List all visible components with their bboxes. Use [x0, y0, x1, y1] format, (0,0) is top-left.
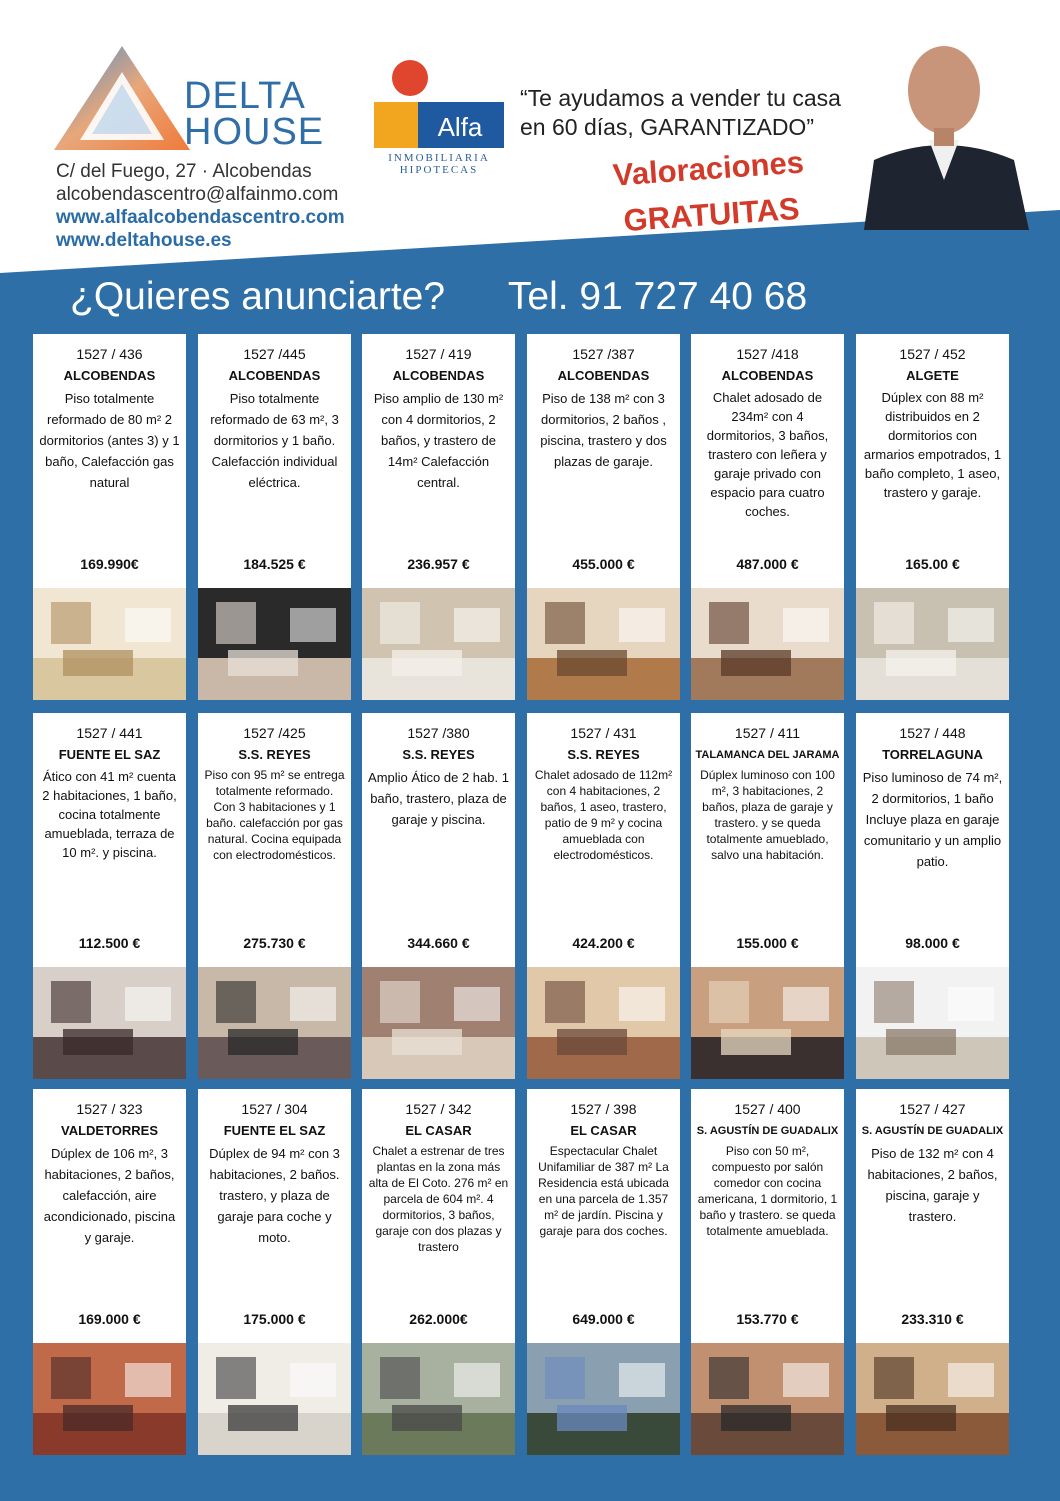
listing-price: 153.770 €: [736, 1311, 799, 1327]
advertise-question: ¿Quieres anunciarte?: [70, 275, 446, 318]
listing-card[interactable]: [362, 1089, 515, 1455]
listing-photo[interactable]: [527, 967, 680, 1079]
listing-ref: 1527 / 448: [899, 725, 966, 741]
listing-ref: 1527 /387: [572, 346, 635, 362]
listing-price: 487.000 €: [736, 556, 799, 572]
listing-price: 175.000 €: [243, 1311, 306, 1327]
slogan-line1: “Te ayudamos a vender tu casa: [520, 85, 841, 111]
listing-price: 155.000 €: [736, 935, 799, 951]
listing-card[interactable]: [691, 334, 844, 700]
listing-description: Piso de 132 m² con 4 habitaciones, 2 baños, piscina, garaje y trastero.: [867, 1146, 998, 1224]
listing-card[interactable]: [856, 1089, 1009, 1455]
valor-line2: GRATUITAS: [622, 190, 801, 239]
agent-photo: [844, 30, 1034, 230]
listing-card[interactable]: [198, 713, 351, 1079]
listing-card[interactable]: [198, 334, 351, 700]
listing-price: 424.200 €: [572, 935, 635, 951]
listing-location: ALGETE: [906, 368, 959, 383]
listing-location: ALCOBENDAS: [721, 368, 814, 383]
listing-card[interactable]: [856, 713, 1009, 1079]
alfa-line2: HIPOTECAS: [399, 164, 479, 176]
listing-description: Piso totalmente reformado de 80 m² 2 dormitorios (antes 3) y 1 baño, Calefacción gas natural: [39, 391, 180, 490]
listing-description: Piso luminoso de 74 m², 2 dormitorios, 1 baño Incluye plaza en garaje comunitario y un amplio patio.: [862, 770, 1003, 869]
listing-description: Chalet a estrenar de tres plantas en la zona más alta de El Coto. 276 m² en parcela de 604 m². 4 dormitorios, 3 baños, garaje con dos plazas y trastero: [368, 1144, 509, 1254]
listing-card[interactable]: [198, 1089, 351, 1455]
listing-price: 262.000€: [409, 1311, 468, 1327]
listing-photo[interactable]: [33, 1343, 186, 1455]
slogan: [520, 84, 880, 142]
listing-price: 169.990€: [80, 556, 139, 572]
listing-ref: 1527 /418: [736, 346, 799, 362]
listing-location: ALCOBENDAS: [557, 368, 650, 383]
advertise-banner: [70, 275, 1010, 319]
listing-card[interactable]: [527, 713, 680, 1079]
alfa-name: Alfa: [437, 112, 483, 142]
listing-photo[interactable]: [198, 967, 351, 1079]
listing-location: S.S. REYES: [402, 747, 475, 762]
listing-price: 649.000 €: [572, 1311, 635, 1327]
listing-card[interactable]: [527, 1089, 680, 1455]
listing-description: Piso totalmente reformado de 63 m², 3 dormitorios y 1 baño. Calefacción individual eléctrica.: [210, 391, 339, 490]
listing-photo[interactable]: [198, 1343, 351, 1455]
listing-ref: 1527 / 323: [76, 1101, 143, 1117]
listing-location: TALAMANCA DEL JARAMA: [695, 749, 840, 761]
brand-name: [184, 75, 325, 153]
listing-description: Piso de 138 m² con 3 dormitorios, 2 baños , piscina, trastero y dos plazas de garaje.: [540, 391, 667, 469]
listing-ref: 1527 / 342: [405, 1101, 472, 1117]
header: [0, 0, 1060, 290]
listing-ref: 1527 / 427: [899, 1101, 966, 1117]
listing-ref: 1527 / 400: [734, 1101, 801, 1117]
listing-photo[interactable]: [856, 588, 1009, 700]
listing-description: Piso con 95 m² se entrega totalmente reformado. Con 3 habitaciones y 1 baño. calefacción por gas natural. Cocina equipada con electrodomésticos.: [204, 768, 345, 862]
listing-description: Amplio Ático de 2 hab. 1 baño, trastero, plaza de garaje y piscina.: [368, 770, 509, 827]
listing-description: Dúplex con 88 m² distribuidos en 2 dormitorios con armarios empotrados, 1 baño completo, 1 aseo, trastero y garaje.: [863, 390, 1002, 500]
listing-price: 233.310 €: [901, 1311, 964, 1327]
listing-price: 455.000 €: [572, 556, 635, 572]
listing-photo[interactable]: [691, 967, 844, 1079]
listing-photo[interactable]: [362, 1343, 515, 1455]
listing-location: FUENTE EL SAZ: [58, 747, 161, 762]
listing-photo[interactable]: [691, 1343, 844, 1455]
listing-photo[interactable]: [691, 588, 844, 700]
listing-ref: 1527 / 452: [899, 346, 966, 362]
listing-photo[interactable]: [362, 588, 515, 700]
listing-description: Ático con 41 m² cuenta 2 habitaciones, 1 baño, cocina totalmente amueblada, terraza de 10 m². y piscina.: [42, 769, 177, 860]
listing-ref: 1527 / 411: [734, 725, 801, 741]
listing-description: Piso amplio de 130 m² con 4 dormitorios, 2 baños, y trastero de 14m² Calefacción central.: [373, 391, 504, 490]
listing-ref: 1527 / 398: [570, 1101, 637, 1117]
contact-block: [56, 160, 345, 252]
listing-description: Chalet adosado de 112m² con 4 habitaciones, 2 baños, 1 aseo, trastero, patio de 9 m² y cocina amueblada con electrodomésticos.: [534, 768, 673, 862]
alfa-line1: INMOBILIARIA: [388, 152, 490, 164]
listing-price: 112.500 €: [78, 935, 141, 951]
valor-line1: Valoraciones: [611, 144, 805, 193]
listing-location: FUENTE EL SAZ: [223, 1123, 326, 1138]
listing-location: VALDETORRES: [60, 1123, 159, 1138]
listing-location: S.S. REYES: [238, 747, 311, 762]
listing-location: EL CASAR: [405, 1123, 472, 1138]
listing-card[interactable]: [33, 713, 186, 1079]
address: C/ del Fuego, 27 · Alcobendas: [56, 161, 312, 182]
listing-price: 344.660 €: [407, 935, 470, 951]
listing-description: Dúplex de 106 m², 3 habitaciones, 2 baños, calefacción, aire acondicionado, piscina y garaje.: [43, 1146, 176, 1245]
listing-photo[interactable]: [362, 967, 515, 1079]
listing-ref: 1527 /425: [243, 725, 306, 741]
listing-price: 169.000 €: [78, 1311, 141, 1327]
listing-card[interactable]: [691, 1089, 844, 1455]
listing-photo[interactable]: [33, 967, 186, 1079]
email[interactable]: alcobendascentro@alfainmo.com: [56, 184, 339, 205]
listing-description: Espectacular Chalet Unifamiliar de 387 m² La Residencia está ubicada en una parcela de 1.357 m² de jardín. Piscina y garaje para dos coches.: [538, 1144, 669, 1238]
listing-ref: 1527 / 304: [241, 1101, 308, 1117]
listing-location: ALCOBENDAS: [63, 368, 156, 383]
listing-price: 98.000 €: [905, 935, 960, 951]
phone-number[interactable]: Tel. 91 727 40 68: [507, 275, 808, 318]
listing-ref: 1527 /380: [407, 725, 470, 741]
delta-triangle-logo: [52, 44, 192, 154]
listing-photo[interactable]: [527, 588, 680, 700]
listing-ref: 1527 /445: [243, 346, 306, 362]
listing-ref: 1527 / 436: [76, 346, 143, 362]
listing-photo[interactable]: [856, 967, 1009, 1079]
website-delta[interactable]: www.deltahouse.es: [56, 230, 232, 251]
listing-photo[interactable]: [527, 1343, 680, 1455]
listing-location: ALCOBENDAS: [228, 368, 321, 383]
listing-photo[interactable]: [198, 588, 351, 700]
listing-price: 236.957 €: [407, 556, 470, 572]
listing-location: S. AGUSTÍN DE GUADALIX: [861, 1125, 1004, 1137]
listing-location: EL CASAR: [570, 1123, 637, 1138]
listing-card[interactable]: [362, 713, 515, 1079]
listing-ref: 1527 / 431: [570, 725, 637, 741]
listing-card[interactable]: [856, 334, 1009, 700]
listing-price: 165.00 €: [905, 556, 960, 572]
slogan-line2: en 60 días, GARANTIZADO”: [520, 114, 814, 140]
listing-card[interactable]: [33, 1089, 186, 1455]
listing-photo[interactable]: [856, 1343, 1009, 1455]
listing-location: ALCOBENDAS: [392, 368, 485, 383]
listing-card[interactable]: [527, 334, 680, 700]
listing-location: TORRELAGUNA: [882, 747, 983, 762]
listing-location: S.S. REYES: [567, 747, 640, 762]
listing-description: Dúplex luminoso con 100 m², 3 habitaciones, 2 baños, plaza de garaje y trastero. y se queda totalmente amueblado, salvo una habitación.: [700, 768, 835, 862]
listing-description: Dúplex de 94 m² con 3 habitaciones, 2 baños. trastero, y plaza de garaje para coche y moto.: [209, 1146, 340, 1245]
listing-card[interactable]: [33, 334, 186, 700]
valoraciones-banner: [557, 136, 863, 249]
listing-description: Chalet adosado de 234m² con 4 dormitorios, 3 baños, trastero con leñera y garaje privado con espacio para cuatro coches.: [706, 390, 829, 519]
website-alfa[interactable]: www.alfaalcobendascentro.com: [56, 207, 345, 228]
brand-line1: DELTA: [184, 75, 306, 117]
listing-price: 275.730 €: [243, 935, 306, 951]
brand-line2: HOUSE: [184, 111, 325, 153]
listing-location: S. AGUSTÍN DE GUADALIX: [696, 1125, 839, 1137]
listing-card[interactable]: [691, 713, 844, 1079]
alfa-subtitle: [372, 152, 506, 176]
listing-ref: 1527 / 419: [405, 346, 472, 362]
listing-description: Piso con 50 m², compuesto por salón comedor con cocina americana, 1 dormitorio, 1 baño y trastero. se queda totalmente amueblada.: [697, 1144, 838, 1238]
listing-ref: 1527 / 441: [76, 725, 143, 741]
listing-photo[interactable]: [33, 588, 186, 700]
listing-card[interactable]: [362, 334, 515, 700]
listing-price: 184.525 €: [243, 556, 306, 572]
